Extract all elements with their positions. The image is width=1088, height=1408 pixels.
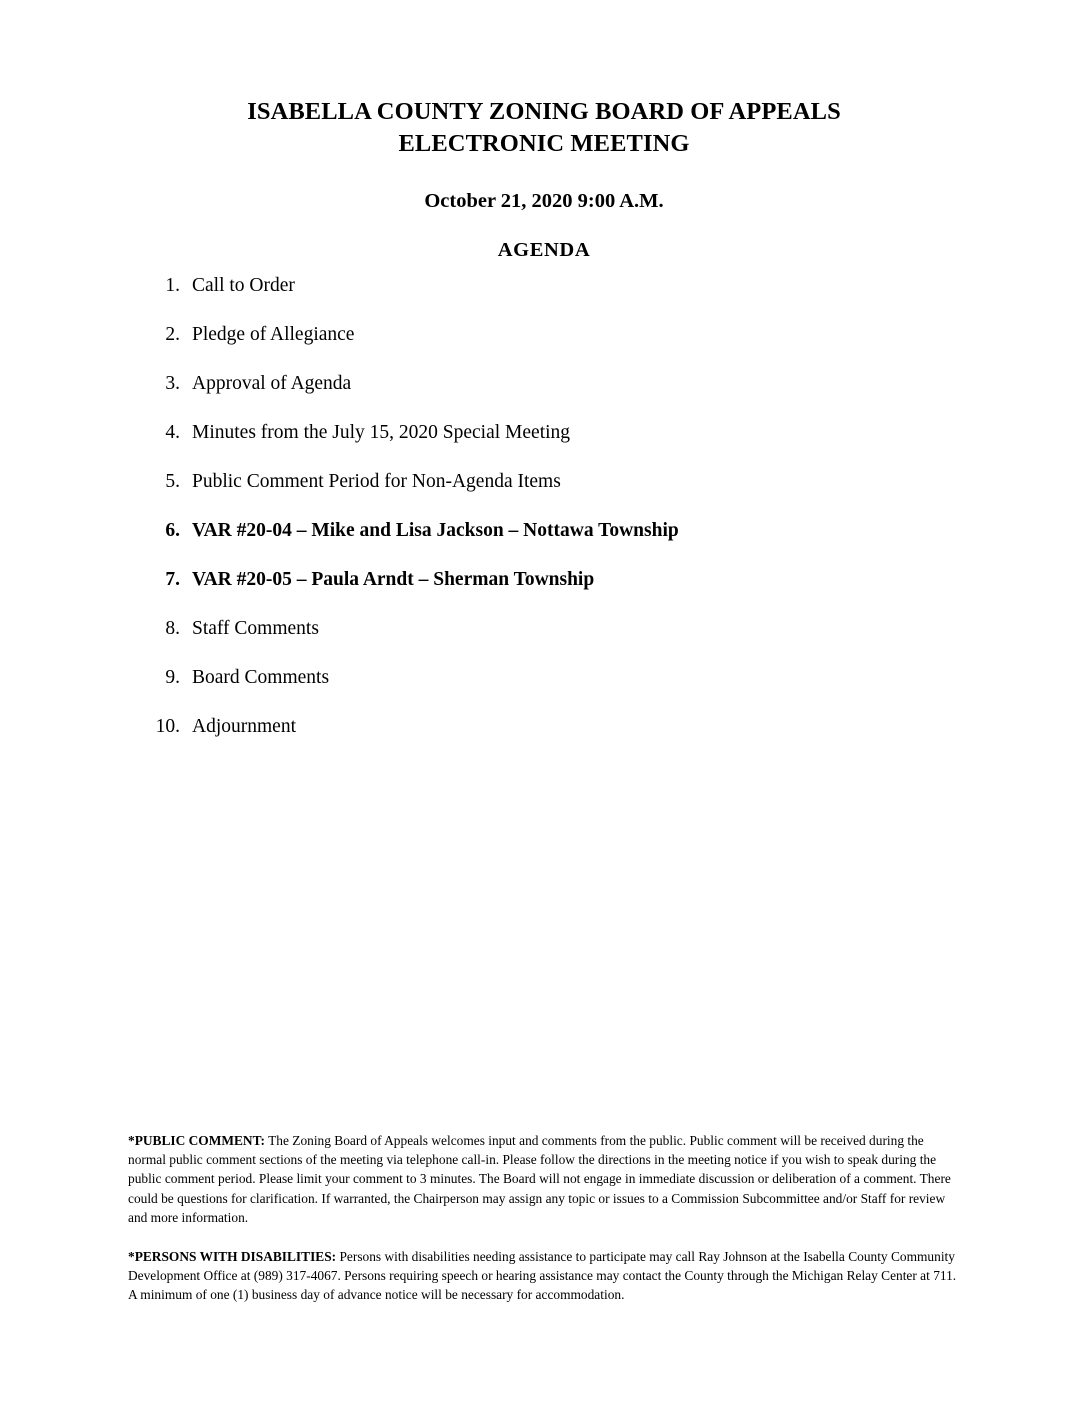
- agenda-item-3: [128, 372, 958, 396]
- agenda-item-9: [128, 666, 958, 690]
- agenda-item-label: Pledge of Allegiance: [192, 324, 355, 345]
- agenda-item-number: 4.: [165, 422, 180, 443]
- footnotes: [128, 1131, 960, 1305]
- agenda-item-6: [128, 519, 958, 543]
- agenda-item-number: 9.: [165, 667, 180, 688]
- document-header: [0, 96, 1088, 263]
- agenda-list: [128, 274, 958, 739]
- footnote-lead: *PUBLIC COMMENT:: [128, 1133, 265, 1148]
- page-title: [0, 96, 1088, 160]
- footnote-body: The Zoning Board of Appeals welcomes input and comments from the public. Public comment will be received during the normal public comment sections of the meeting via telephone call-in. Please follow the directions in the meeting notice if you wish to speak during the public comment period. Please limit your comment to 3 minutes. The Board will not engage in immediate discussion or deliberation of a comment. There could be questions for clarification. If warranted, the Chairperson may assign any topic or issues to a Commission Subcommittee and/or Staff for review and more information.: [128, 1133, 951, 1225]
- agenda-item-label: Minutes from the July 15, 2020 Special Meeting: [192, 422, 571, 443]
- title-line-1: ISABELLA COUNTY ZONING BOARD OF APPEALS: [247, 98, 841, 125]
- agenda-item-number: 3.: [165, 373, 180, 394]
- agenda-item-4: [128, 421, 958, 445]
- agenda-item-number: 7.: [165, 569, 180, 590]
- footnote-persons-with-disabilities: [128, 1247, 960, 1305]
- agenda-item-2: [128, 323, 958, 347]
- agenda-item-number: 10.: [155, 716, 180, 737]
- meeting-datetime: October 21, 2020 9:00 A.M.: [424, 190, 664, 212]
- agenda-item-number: 5.: [165, 471, 180, 492]
- agenda-item-label: Approval of Agenda: [192, 373, 352, 394]
- agenda-item-label: Public Comment Period for Non-Agenda Items: [192, 471, 561, 492]
- agenda-item-5: [128, 470, 958, 494]
- agenda-item-number: 1.: [165, 275, 180, 296]
- agenda-item-7: [128, 568, 958, 592]
- agenda-item-label: Call to Order: [192, 275, 295, 296]
- agenda-item-number: 6.: [165, 520, 180, 541]
- agenda-item-8: [128, 617, 958, 641]
- footnote-body: Persons with disabilities needing assistance to participate may call Ray Johnson at the Isabella County Community Development Office at (989) 317-4067. Persons requiring speech or hearing assistance may contact the County through the Michigan Relay Center at 711. A minimum of one (1) business day of advance notice will be necessary for accommodation.: [128, 1249, 957, 1303]
- agenda-item-label: VAR #20-05 – Paula Arndt – Sherman Township: [192, 569, 595, 590]
- agenda-item-number: 8.: [165, 618, 180, 639]
- title-line-2: ELECTRONIC MEETING: [398, 130, 690, 157]
- agenda-item-10: [128, 715, 958, 739]
- footnote-lead: *PERSONS WITH DISABILITIES:: [128, 1249, 337, 1265]
- footnote-public-comment: [128, 1131, 960, 1227]
- agenda-heading: AGENDA: [497, 239, 591, 261]
- agenda-item-label: Board Comments: [192, 667, 330, 688]
- agenda-item-1: [128, 274, 958, 298]
- agenda-item-label: Staff Comments: [192, 618, 319, 639]
- agenda-item-number: 2.: [165, 324, 180, 345]
- agenda-item-label: Adjournment: [192, 716, 296, 737]
- agenda-item-label: VAR #20-04 – Mike and Lisa Jackson – Nottawa Township: [192, 520, 679, 541]
